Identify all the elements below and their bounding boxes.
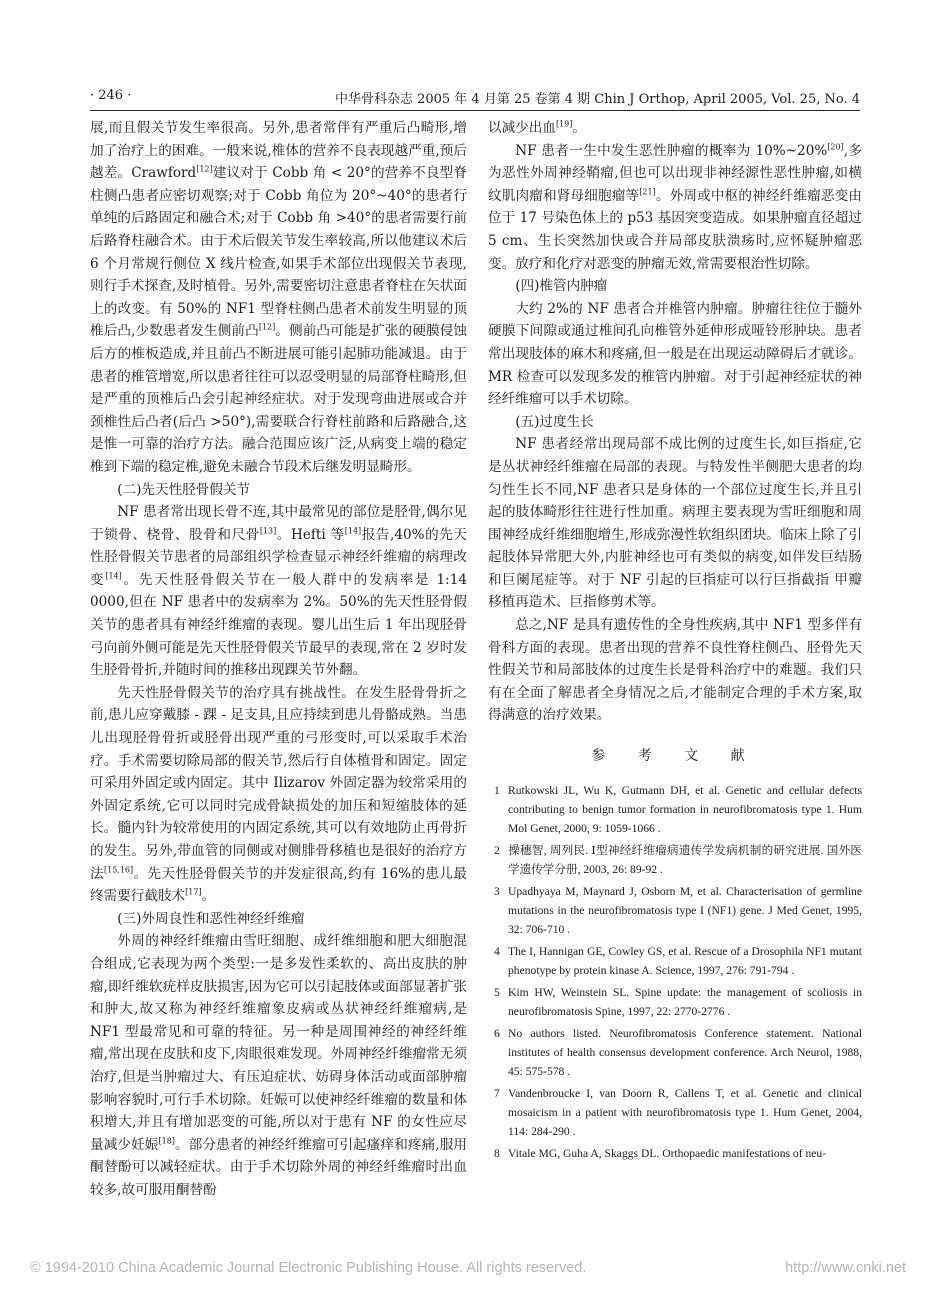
citation[interactable]: [14] [344,526,362,536]
citation[interactable]: [18] [158,1136,175,1146]
reference-item [488,841,862,879]
references-title: 参 考 文 献 [591,748,759,765]
reference-number: 5 [494,986,500,1000]
reference-list [488,781,862,1163]
citation[interactable]: [21] [639,187,656,197]
paragraph-spinal-tumor: 大约 2%的 NF 患者合并椎管内肿瘤。肿瘤往往位于髓外硬膜下间隙或通过椎间孔向椎管外延伸形成哑铃形肿块。患者常出现肢体的麻木和疼痛,但一般是在出现运动障碍后才就诊。MR 检查可以发现多发的椎管内肿瘤。对于引起神经症状的神经纤维瘤可以手术切除。 [488,300,862,408]
left-column [90,117,467,1227]
paragraph-pseudarthrosis: NF 患者常出现长骨不连,其中最常见的部位是胫骨,偶尔见于锁骨、桡骨、股骨和尺骨[13]。Hefti 等[14]报告,40%的先天性胫骨假关节患者的局部组织学检查显示神经纤维瘤的病理改变[14]。先天性胫骨假关节在一般人群中的发病率是 1:14 0000,但在 NF 患者中的发病率为 2%。50%的先天性胫骨假关节的患者具有神经纤维瘤的表现。婴儿出生后 1 年出现胫骨弓向前外侧可能是先天性胫骨假关节最早的表现,常在 2 岁时发生胫骨骨折,并随时间的推移出现踝关节外翻。 [90,504,467,679]
citation[interactable]: [12] [196,164,213,174]
right-column [488,117,862,1227]
citation[interactable]: [14] [105,571,122,581]
reference-text: No authors listed. Neurofibromatosis Conference statement. National institutes of health consensus development conference. Arch Neurol, 1988, 45: 575-578 . [508,1027,862,1079]
paragraph-pseudarthrosis-treatment: 先天性胫骨假关节的治疗具有挑战性。在发生胫骨骨折之前,患儿应穿戴膝 - 踝 - 足支具,且应持续到患儿骨骼成熟。当患儿出现胫骨骨折或胫骨出现严重的弓形变时,可以采取手术治疗。手术需要切除局部的假关节,然后行自体植骨和固定。固定可采用外固定或内固定。其中 Ilizarov 外固定器为较常采用的外固定系统,它可以同时完成骨缺损处的加压和短缩肢体的延长。髓内针为较常使用的内固定系统,其可以有效地防止再骨折的发生。另外,带血管的同侧或对侧腓骨移植也是很好的治疗方法[15,16]。先天性胫骨假关节的并发症很高,约有 16%的患儿最终需要行截肢术[17]。 [90,684,467,905]
citation[interactable]: [13] [259,526,277,536]
reference-item [488,882,862,939]
reference-number: 8 [494,1147,500,1161]
page-header [90,88,860,110]
paragraph-neurofibroma: 外周的神经纤维瘤由雪旺细胞、成纤维细胞和肥大细胞混合组成,它表现为两个类型:一是多发性柔软的、高出皮肤的肿瘤,即纤维软疣样皮肤损害,因为它可以引起肢体或面部显著扩张和肿大,故又称为神经纤维瘤象皮病或丛状神经纤维瘤病,是 NF1 型最常见和可靠的特征。另一种是周围神经的神经纤维瘤,常出现在皮肤和皮下,肉眼很难发现。外周神经纤维瘤常无须治疗,但是当肿瘤过大、有压迫症状、妨碍身体活动或面部肿瘤影响容貌时,可行手术切除。妊娠可以使神经纤维瘤的数量和体积增大,并且有增加恶变的可能,所以对于患有 NF 的女性应尽量减少妊娠[18]。部分患者的神经纤维瘤可引起瘙痒和疼痛,服用酮替酚可以减轻症状。由于手术切除外周的神经纤维瘤时出血较多,故可服用酮替酚 [90,933,467,1198]
paragraph-scoliosis: 展,而且假关节发生率很高。另外,患者常伴有严重后凸畸形,增加了治疗上的困难。一般来说,椎体的营养不良表现越严重,预后越差。Crawford[12]建议对于 Cobb 角 < 20°的营养不良型脊柱侧凸患者应密切观察;对于 Cobb 角位为 20°~40°的患者行单纯的后路固定和融合术;对于 Cobb 角 >40°的患者需要行前后路脊柱融合术。由于术后假关节发生率较高,所以他建议术后 6 个月常规行侧位 X 线片检查,如果手术部位出现假关节表现,则行手术探查,及时植骨。另外,需要密切注意患者脊柱在矢状面上的改变。有 50%的 NF1 型脊柱侧凸患者术前发生明显的顶椎后凸,少数患者发生侧前凸[12]。侧前凸可能是扩张的硬膜侵蚀后方的椎板造成,并且前凸不断进展可能引起肺功能减退。由于患者的椎管增宽,所以患者往往可以忍受明显的局部脊柱畸形,但是严重的顶椎后凸会引起神经症状。对于发现弯曲进展或合并颈椎性后凸者(后凸 >50°),需要联合行脊柱前路和后路融合,这是惟一可靠的治疗方法。融合范围应该广泛,从病变上端的稳定椎到下端的稳定椎,避免未融合节段术后继发明显畸形。 [90,120,467,475]
reference-text: Vitale MG, Guha A, Skaggs DL. Orthopaedic manifestations of neu- [508,1147,827,1161]
copyright-notice: © 1994-2010 China Academic Journal Electronic Publishing House. All rights reserved. [30,1260,587,1276]
section-heading-pseudarthrosis: (二)先天性胫骨假关节 [117,481,251,498]
citation[interactable]: [15,16] [104,865,134,875]
reference-number: 6 [494,1027,500,1041]
reference-text: Kim HW, Weinstein SL. Spine update: the management of scoliosis in neurofibromatosis Spine, 1997, 22: 2770-2776 . [508,986,862,1019]
reference-item [488,983,862,1021]
reference-text: Upadhyaya M, Maynard J, Osborn M, et al. Characterisation of germline mutations in the neurofibromatosis type I (NF1) gene. J Med Genet, 1995, 32: 706-710 . [508,885,862,937]
reference-item [488,1144,862,1163]
reference-number: 3 [494,885,500,899]
reference-item [488,1084,862,1141]
reference-number: 4 [494,945,500,959]
paragraph-conclusion: 总之,NF 是具有遗传性的全身性疾病,其中 NF1 型多伴有骨科方面的表现。患者出现的营养不良性脊柱侧凸、胫骨先天性假关节和局部肢体的过度生长是骨科治疗中的难题。我们只有在全面了解患者全身情况之后,才能制定合理的手术方案,取得满意的治疗效果。 [488,617,862,724]
page-footer [30,1260,930,1282]
reference-item [488,781,862,838]
reference-item [488,942,862,980]
section-heading-overgrowth: (五)过度生长 [515,413,594,430]
paragraph-continued: 以减少出血[19]。 [488,119,586,136]
reference-text: 操穗智, 周列民. Ⅰ型神经纤维瘤病遗传学发病机制的研究进展. 国外医学遗传学分册, 2003, 26: 89-92 . [508,844,862,877]
reference-number: 1 [494,784,500,798]
reference-text: Vandenbroucke I, van Doorn R, Callens T, et al. Genetic and clinical mosaicism in a patient with neurofibromatosis type 1. Hum Genet, 2004, 114: 284-290 . [508,1087,862,1139]
citation[interactable]: [12] [258,322,276,332]
paragraph-overgrowth: NF 患者经常出现局部不成比例的过度生长,如巨指症,它是丛状神经纤维瘤在局部的表现。与特发性半侧肥大患者的均匀性生长不同,NF 患者只是身体的一个部位过度生长,并且引起的肢体畸形往往进行性加重。病理主要表现为雪旺细胞和周围神经成纤维细胞增生,形成弥漫性软组织团块。临床上除了引起肢体异常肥大外,内脏神经也可有类似的病变,如伴发巨结肠和巨阑尾症等。对于 NF 引起的巨指症可以行巨指截指 甲瓣移植再造术、巨指修剪术等。 [488,436,862,611]
reference-number: 7 [494,1087,500,1101]
citation[interactable]: [20] [827,142,844,152]
citation[interactable]: [17] [185,887,202,897]
footer-url[interactable]: http://www.cnki.net [785,1260,906,1276]
section-heading-neurofibroma: (三)外周良性和恶性神经纤维瘤 [117,910,305,927]
journal-citation: 中华骨科杂志 2005 年 4 月第 25 卷第 4 期 Chin J Orthop, April 2005, Vol. 25, No. 4 [334,92,860,107]
reference-text: The I, Hannigan GE, Cowley GS, et al. Rescue of a Drosophila NF1 mutant phenotype by protein kinase A. Science, 1997, 276: 791-794 . [508,945,862,978]
page-number: · 246 · [90,88,132,103]
reference-item [488,1024,862,1081]
reference-text: Rutkowski JL, Wu K, Gutmann DH, et al. Genetic and cellular defects contributing to benign tumor formation in neurofibromatosis type 1. Hum Mol Genet, 2000, 9: 1059-1066 . [508,784,862,836]
reference-number: 2 [494,844,500,858]
citation[interactable]: [19] [555,119,573,129]
paragraph-malignancy: NF 患者一生中发生恶性肿瘤的概率为 10%~20%[20],多为恶性外周神经鞘瘤,但也可以出现非神经源性恶性肿瘤,如横纹肌肉瘤和肾母细胞瘤等[21]。外周或中枢的神经纤维瘤恶变由位于 17 号染色体上的 p53 基因突变造成。如果肿瘤直径超过 5 cm、生长突然加快或合并局部皮肤溃疡时,应怀疑肿瘤恶变。放疗和化疗对恶变的肿瘤无效,常需要根治性切除。 [488,142,862,272]
section-heading-spinal-tumor: (四)椎管内肿瘤 [515,278,608,295]
header-rule [90,110,860,111]
